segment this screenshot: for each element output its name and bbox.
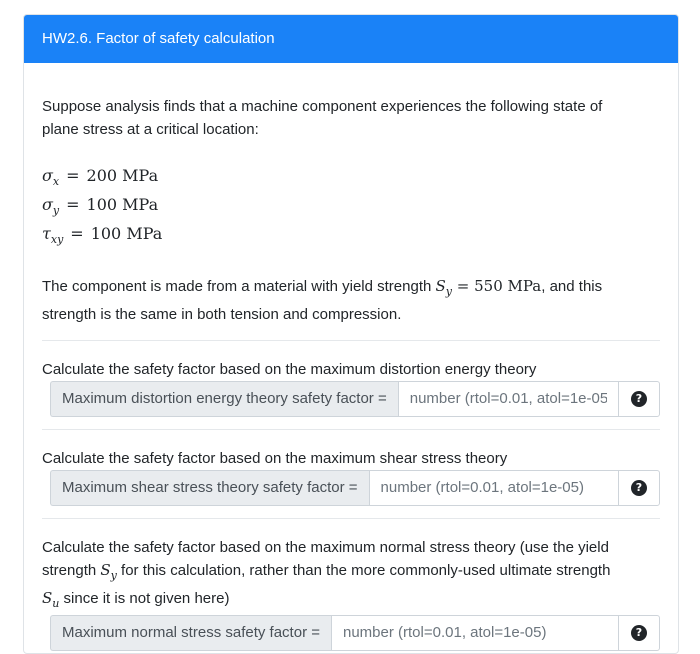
answer-label-shear: Maximum shear stress theory safety factor = bbox=[50, 470, 369, 506]
stress-value: 100 MPa bbox=[86, 195, 159, 215]
max-shear-input[interactable] bbox=[369, 470, 618, 506]
answer-group-distortion bbox=[50, 381, 660, 417]
question-card bbox=[23, 14, 679, 654]
distortion-energy-input[interactable] bbox=[398, 381, 618, 417]
answer-group-normal bbox=[50, 615, 660, 651]
question-mark-icon: ? bbox=[631, 625, 647, 641]
max-normal-input[interactable] bbox=[331, 615, 618, 651]
stress-sigma-x: $\sigma_x = 200$ MPa bbox=[42, 166, 159, 189]
question-mark-icon: ? bbox=[631, 480, 647, 496]
material-text: The component is made from a material with yield strength $S_y = 550$ MPa, and this strength is the same in both tension and compression. bbox=[42, 276, 603, 323]
stress-value: 200 MPa bbox=[86, 166, 159, 185]
help-button-distortion[interactable] bbox=[618, 381, 660, 417]
question-body bbox=[24, 63, 678, 651]
help-button-normal[interactable] bbox=[618, 615, 660, 651]
intro-line-2: plane stress at a critical location: bbox=[42, 121, 259, 138]
stress-tau-xy: $\tau_{xy} = 100$ MPa bbox=[42, 224, 163, 247]
answer-label-distortion: Maximum distortion energy theory safety factor = bbox=[50, 381, 398, 417]
question-mark-icon: ? bbox=[631, 391, 647, 407]
answer-group-shear bbox=[50, 470, 660, 506]
help-button-shear[interactable] bbox=[618, 470, 660, 506]
intro-text bbox=[42, 95, 660, 141]
stress-state bbox=[42, 164, 660, 252]
intro-line-1: Suppose analysis finds that a machine component experiences the following state of bbox=[42, 98, 603, 115]
question-prompt-normal: Calculate the safety factor based on the maximum normal stress theory (use the yield strength $S_y$ for this calculation, rather than the more commonly-used ultimate strength $S_u$ since it is not given here) bbox=[42, 538, 611, 610]
stress-value: 100 MPa bbox=[90, 224, 163, 244]
yield-strength-symbol: $S_y = 550$ MPa bbox=[435, 276, 542, 298]
question-prompt-distortion: Calculate the safety factor based on the maximum distortion energy theory bbox=[42, 360, 537, 378]
stress-sigma-y: $\sigma_y = 100$ MPa bbox=[42, 195, 159, 218]
answer-label-normal: Maximum normal stress safety factor = bbox=[50, 615, 331, 651]
question-prompt-shear: Calculate the safety factor based on the maximum shear stress theory bbox=[42, 449, 508, 467]
question-title: HW2.6. Factor of safety calculation bbox=[24, 15, 678, 63]
